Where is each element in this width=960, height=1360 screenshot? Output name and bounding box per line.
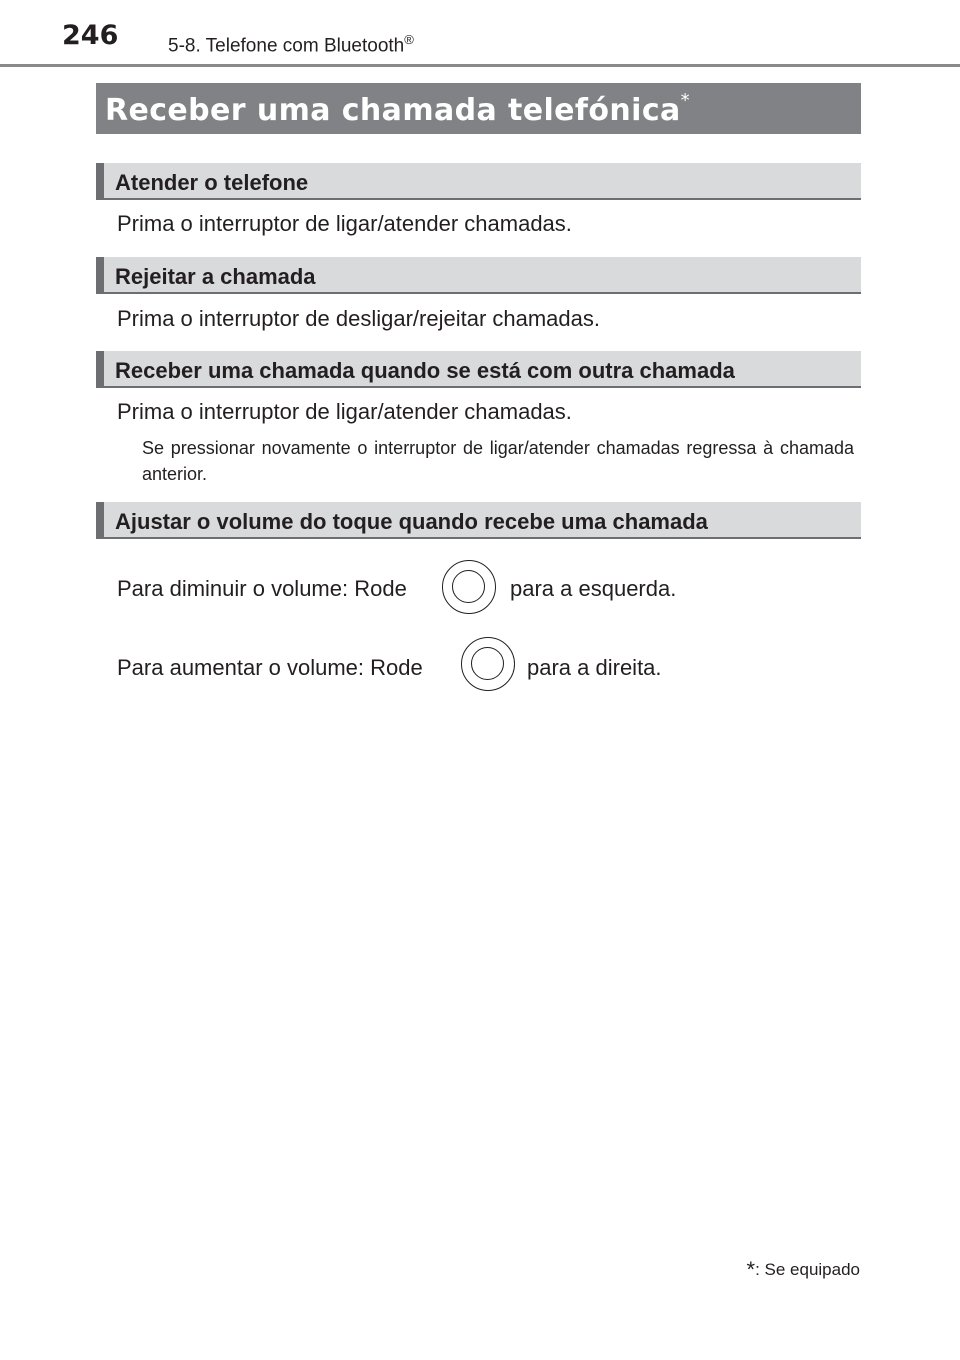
footnote-asterisk: * xyxy=(746,1257,756,1282)
section-label-text: 5-8. Telefone com Bluetooth xyxy=(168,35,405,57)
equipped-asterisk: * xyxy=(680,90,691,111)
heading-accent xyxy=(96,502,104,537)
volume-increase-after: para a direita. xyxy=(527,655,662,680)
page-number: 246 xyxy=(62,20,119,51)
heading-label: Rejeitar a chamada xyxy=(115,264,316,289)
footnote xyxy=(747,1257,860,1283)
call-waiting-note: Se pressionar novamente o interruptor de ligar/atender chamadas regressa à chamada anterior. xyxy=(142,438,854,484)
rotary-knob-icon xyxy=(461,637,515,691)
heading-label: Ajustar o volume do toque quando recebe uma chamada xyxy=(115,509,708,534)
footnote-text: : Se equipado xyxy=(755,1260,860,1279)
page-title-text: Receber uma chamada telefónica xyxy=(105,93,681,128)
reject-instruction: Prima o interruptor de desligar/rejeitar chamadas. xyxy=(117,306,601,331)
heading-accent xyxy=(96,351,104,386)
registered-mark: ® xyxy=(404,32,414,47)
header-divider xyxy=(0,64,960,67)
heading-label: Receber uma chamada quando se está com outra chamada xyxy=(115,358,735,383)
answer-instruction: Prima o interruptor de ligar/atender chamadas. xyxy=(117,211,572,236)
section-label xyxy=(168,32,414,57)
heading-accent xyxy=(96,257,104,292)
page-title-bar xyxy=(96,83,861,134)
page-header xyxy=(0,0,960,66)
heading-answer-phone xyxy=(96,163,861,200)
heading-ringtone-volume xyxy=(96,502,861,539)
volume-decrease-after: para a esquerda. xyxy=(510,576,677,601)
page-title xyxy=(105,90,690,128)
heading-reject-call xyxy=(96,257,861,294)
heading-label: Atender o telefone xyxy=(115,170,309,195)
heading-accent xyxy=(96,163,104,198)
volume-increase-before: Para aumentar o volume: Rode xyxy=(117,655,423,680)
volume-decrease-before: Para diminuir o volume: Rode xyxy=(117,576,407,601)
rotary-knob-icon xyxy=(442,560,496,614)
heading-call-waiting xyxy=(96,351,861,388)
call-waiting-instruction: Prima o interruptor de ligar/atender chamadas. xyxy=(117,399,572,424)
